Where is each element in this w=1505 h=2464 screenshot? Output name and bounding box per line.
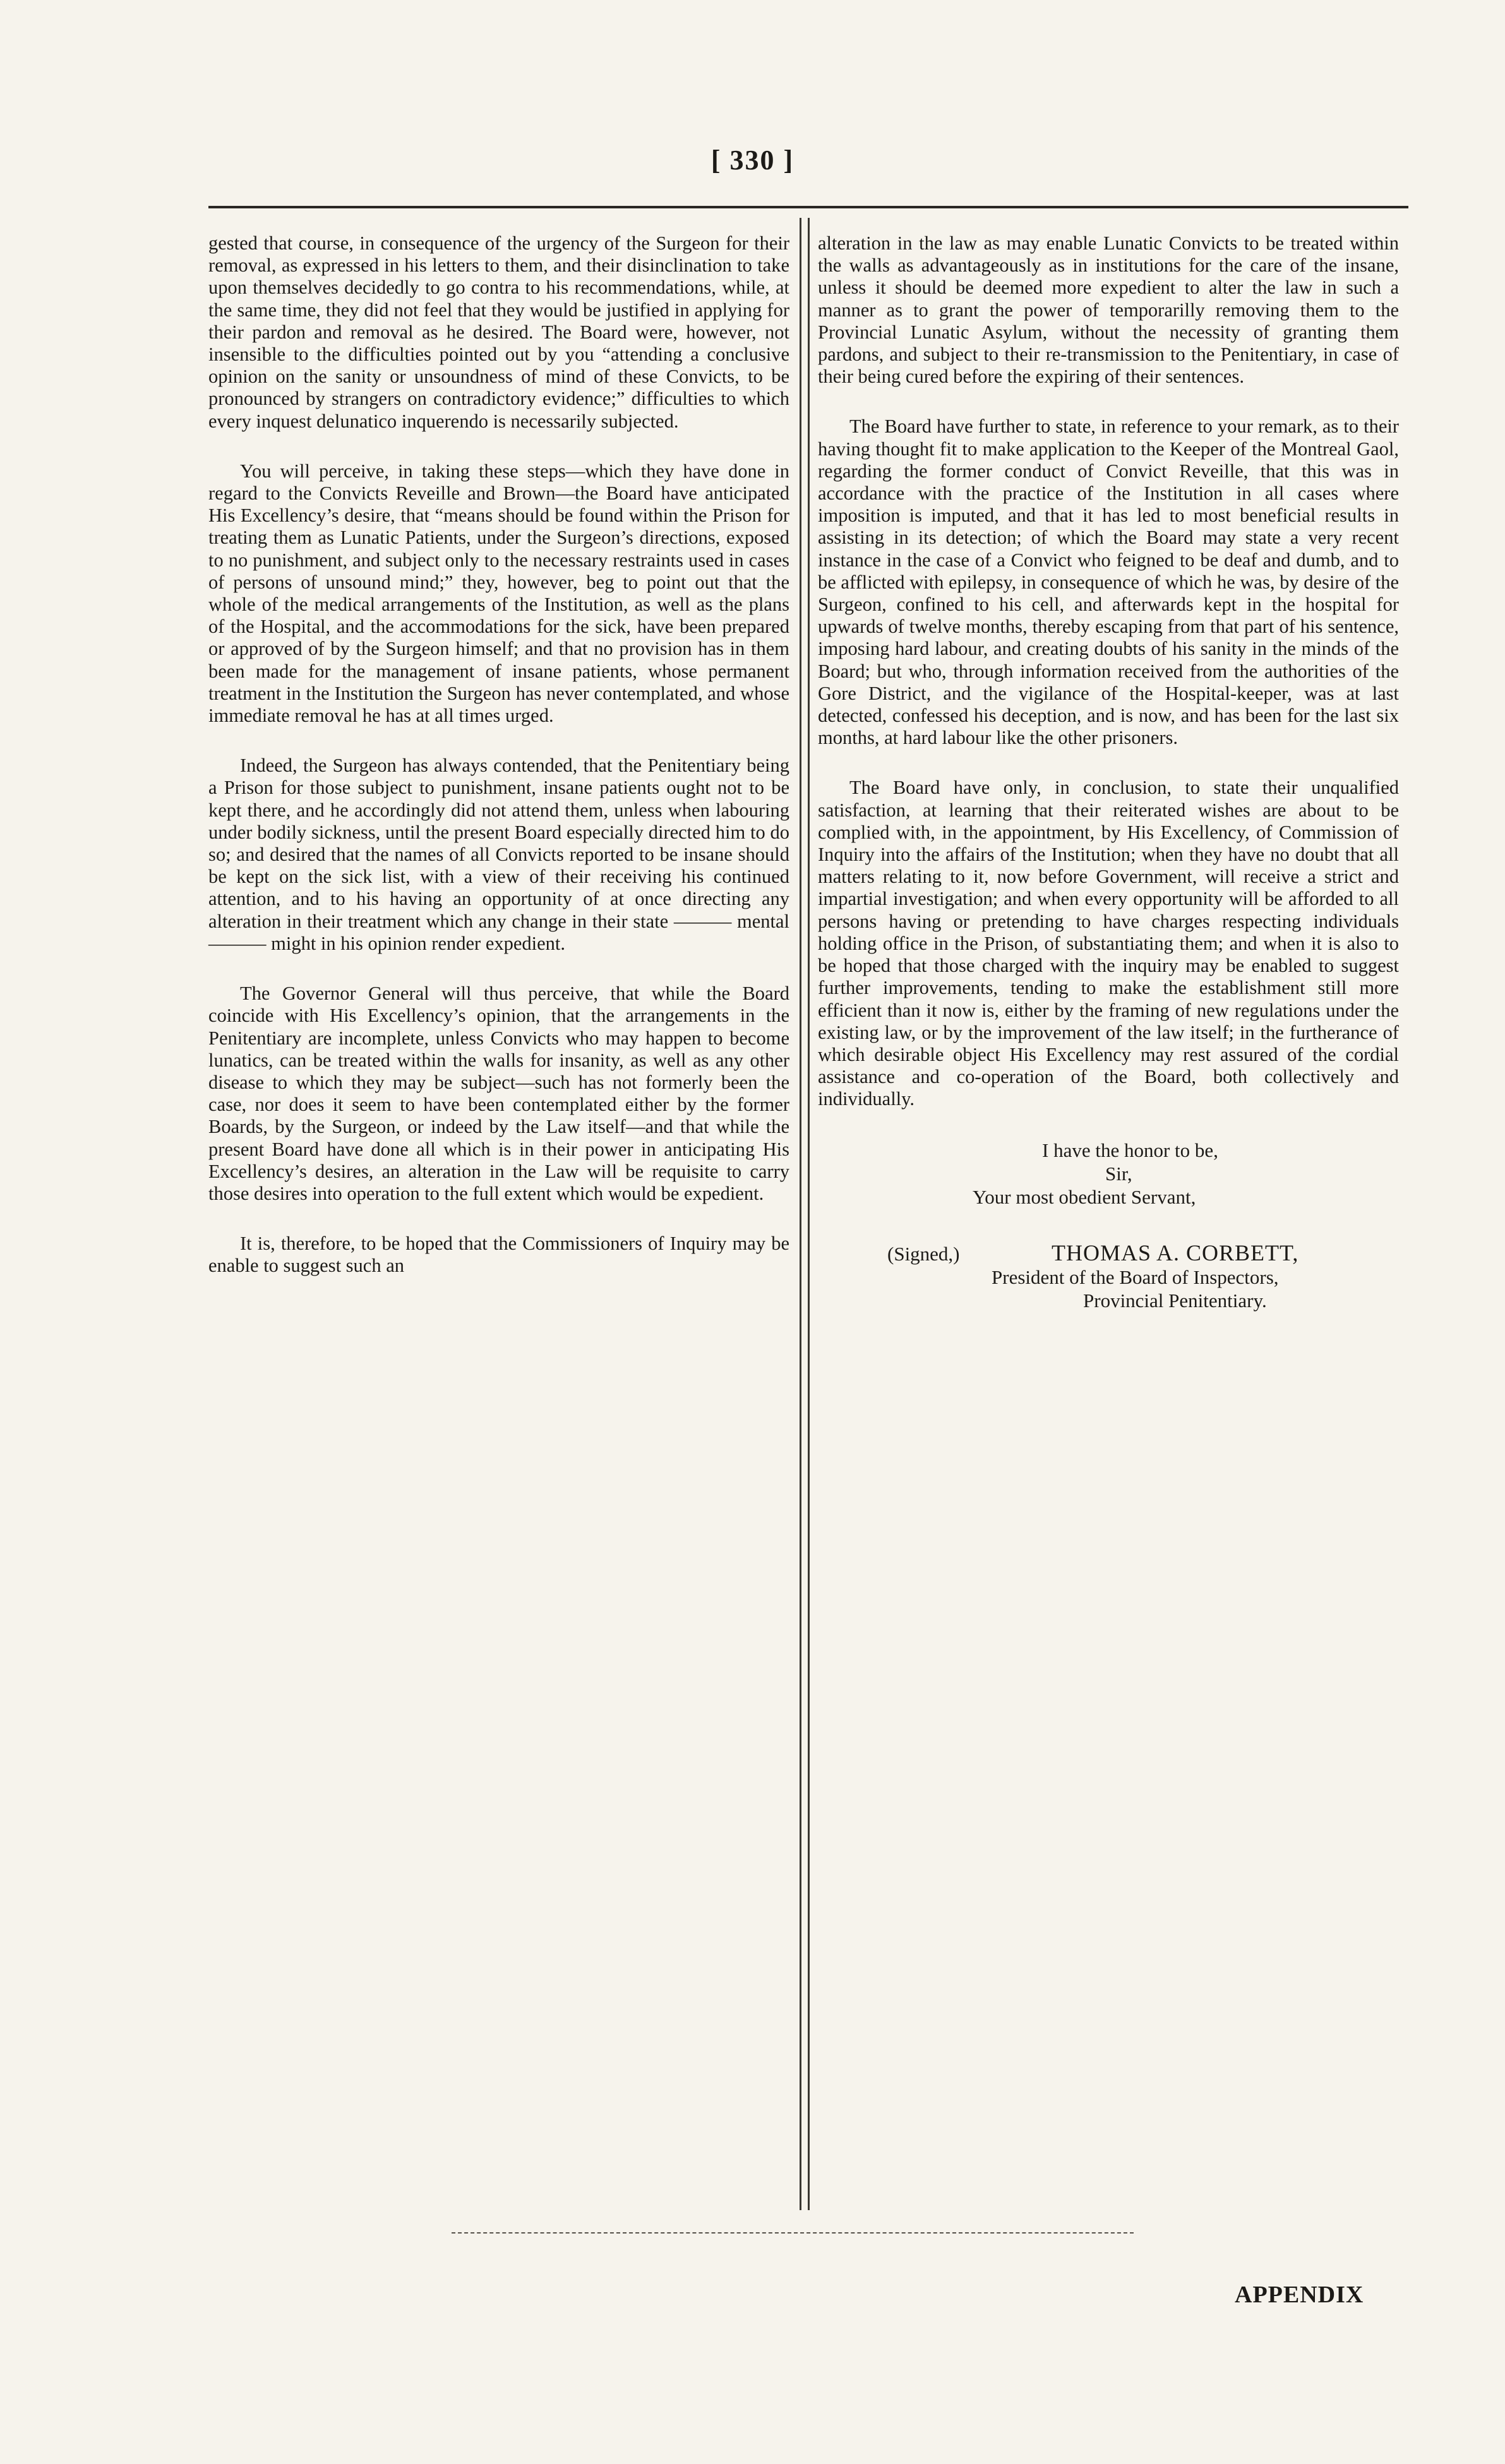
header-rule [208, 206, 1408, 208]
closing-line: I have the honor to be, [1042, 1139, 1218, 1161]
paragraph: You will perceive, in taking these steps—which they have done in regard to the Convicts Reveille and Brown—the Board have anticipated His Excellency’s desire, that “means should be found within the Prison for treating them as Lunatic Patients, under the Surgeon’s directions, exposed to no punishment, and subject only to the necessary restraints used in cases of persons of unsound mind;” they, however, beg to point out that the whole of the medical arrangements of the Institution, as well as the plans of the Hospital, and the accommodations for the sick, have been prepared or approved of by the Surgeon himself; and that no provision has in them been made for the management of insane patients, whose permanent treatment in the Institution the Surgeon has never contemplated, and whose immediate removal he has at all times urged. [208, 460, 789, 727]
paragraph: Indeed, the Surgeon has always contended, that the Penitentiary being a Prison for those subject to punishment, insane patients ought not to be kept there, and he accordingly did not attend them, unless when labouring under bodily sickness, until the present Board especially directed him to do so; and desired that the names of all Convicts reported to be insane should be kept on the sick list, with a view of their receiving his continued attention, and to his having an opportunity of at once directing any alteration in their treatment which any change in their state ——— mental ——— might in his opinion render expedient. [208, 755, 789, 954]
left-column [208, 232, 789, 1305]
closing-line: Your most obedient Servant, [973, 1185, 1196, 1208]
paragraph: The Board have further to state, in reference to your remark, as to their having thought fit to make application to the Keeper of the Montreal Gaol, regarding the former conduct of Convict Reveille, that this was in accordance with the practice of the Institution in all cases where imposition is imputed, and that it has led to most beneficial results in assisting in its detection; of which the Board may state a very recent instance in the case of a Convict who feigned to be deaf and dumb, and to be afflicted with epilepsy, in consequence of which he was, by desire of the Surgeon, confined to his cell, and afterwards kept in the hospital for upwards of twelve months, thereby escaping from that part of his sentence, imposing hard labour, and creating doubts of his sanity in the minds of the Board; but who, through information received from the authorities of the Gore District, and the vigilance of the Hospital-keeper, was at last detected, confessed his deception, and is now, and has been for the last six months, at hard labour like the other prisoners. [818, 416, 1399, 749]
paragraph: The Board have only, in conclusion, to state their unqualified satisfaction, at learning that their reiterated wishes are about to be complied with, in the appointment, by His Excellency, of Commission of Inquiry into the affairs of the Institution; when they have no doubt that all matters relating to it, now before Government, will receive a strict and impartial investigation; and when every opportunity will be afforded to all persons having or pretending to have charges respecting individuals holding office in the Prison, of substantiating them; and when it is also to be hoped that those charged with the inquiry may be enabled to suggest further improvements, tending to make the establishment still more efficient than it now is, either by the framing of new regulations under the existing law, or by the improvement of the law itself; in the furtherance of which desirable object His Excellency may rest assured of the cordial assistance and co-operation of the Board, both collectively and individually. [818, 777, 1399, 1110]
page-number: [ 330 ] [711, 145, 794, 176]
signature-row [818, 1241, 1399, 1265]
right-column [818, 232, 1399, 1312]
paragraph: alteration in the law as may enable Lunatic Convicts to be treated within the walls as advantageously as in institutions for the care of the insane, unless it should be deemed more expedient to alter the law in such a manner as to grant the power of temporarilly removing them to the Provincial Lunatic Asylum, without the necessity of granting them pardons, and subject to their re-transmission to the Penitentiary, in case of their being cured before the expiring of their sentences. [818, 232, 1399, 388]
signoff [818, 1139, 1399, 1312]
paragraph: It is, therefore, to be hoped that the Commissioners of Inquiry may be enable to suggest such an [208, 1233, 789, 1277]
signer-title: President of the Board of Inspectors, [992, 1265, 1279, 1288]
signer-institution: Provincial Penitentiary. [1083, 1289, 1267, 1312]
salutation: Sir, [1105, 1162, 1132, 1185]
paragraph: gested that course, in consequence of the urgency of the Surgeon for their removal, as expressed in his letters to them, and their disinclination to take upon themselves decidedly to go contra to his recommendations, while, at the same time, they did not feel that they would be justified in applying for their pardon and removal as he desired. The Board were, however, not insensible to the difficulties pointed out by you “attending a conclusive opinion on the sanity or unsoundness of mind of these Convicts, to be pronounced by strangers on contradictory evidence;” difficulties to which every inquest delunatico inquerendo is necessarily subjected. [208, 232, 789, 432]
signed-label: (Signed,) [887, 1242, 960, 1265]
footer-rule [452, 2232, 1134, 2234]
catchword: APPENDIX [1235, 2282, 1364, 2308]
column-divider [800, 218, 810, 2210]
paragraph: The Governor General will thus perceive, that while the Board coincide with His Excellency’s opinion, that the arrangements in the Penitentiary are incomplete, unless Convicts who may happen to become lunatics, can be treated within the walls for insanity, as well as any other disease to which they may be subject—such has not formerly been the case, nor does it seem to have been contemplated either by the former Boards, by the Surgeon, or indeed by the Law itself—and that while the present Board have done all which is in their power in anticipating His Excellency’s desires, an alteration in the Law will be requisite to carry those desires into operation to the full extent which would be expedient. [208, 983, 789, 1204]
signer-name: THOMAS A. CORBETT, [1052, 1240, 1299, 1265]
